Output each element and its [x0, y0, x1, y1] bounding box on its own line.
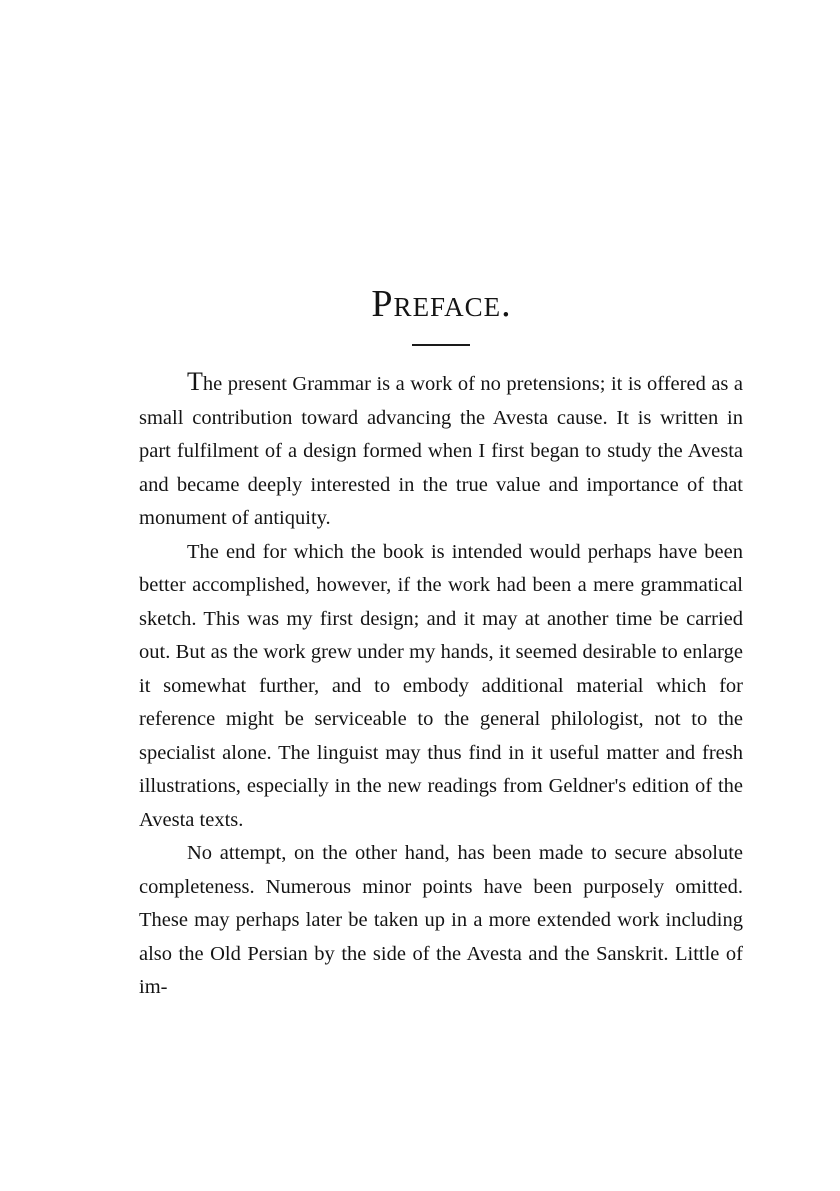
title-rule-divider	[412, 344, 470, 346]
paragraph-3	[139, 837, 743, 1005]
paragraph-2-text: The end for which the book is intended would perhaps have been better accomplished, however, if the work had been a mere grammatical sketch. This was my first design; and it may at another time be carried out. But as the work grew under my hands, it seemed desirable to enlarge it somewhat further, and to embody additional material which for reference might be serviceable to the general philologist, not to the specialist alone. The linguist may thus find in it useful matter and fresh illustrations, especially in the new readings from Geldner's edition of the Avesta texts.	[139, 540, 743, 831]
paragraph-1-text: he present Grammar is a work of no pretensions; it is offered as a small contribution toward advancing the Avesta cause. It is written in part fulfilment of a design formed when I first began to study the Avesta and became deeply interested in the true value and importance of that monument of antiquity.	[139, 373, 743, 529]
paragraph-1	[139, 365, 743, 536]
paragraph-1-first-letter: T	[187, 367, 203, 396]
preface-body	[139, 365, 743, 1005]
page-title: Preface.	[371, 283, 512, 325]
paragraph-3-text: No attempt, on the other hand, has been made to secure absolute completeness. Numerous minor points have been purposely omitted. These may perhaps later be taken up in a more extended work including also the Old Persian by the side of the Avesta and the Sanskrit. Little of im-	[139, 842, 743, 998]
paragraph-2	[139, 536, 743, 838]
